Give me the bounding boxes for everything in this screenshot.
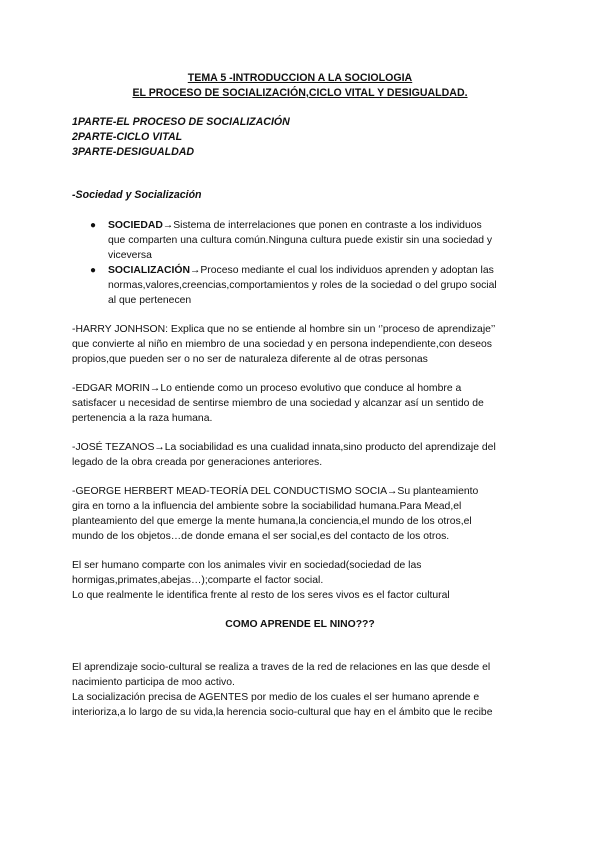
paragraph-line: -EDGAR MORIN→Lo entiende como un proceso evolutivo que conduce al hombre a [72,383,462,394]
paragraph-line: El ser humano comparte con los animales vivir en sociedad(sociedad de las [72,560,422,571]
bullet-text: normas,valores,creencias,comportamientos y roles de la sociedad o del grupo social [108,280,497,291]
paragraph-line: La socialización precisa de AGENTES por medio de los cuales el ser humano aprende e [72,692,480,703]
paragraph-line: mundo de los objetos…de donde emana el ser social,es del contacto de los otros. [72,531,450,542]
bullet-text: →Sistema de interrelaciones que ponen en contraste a los individuos [162,220,482,231]
paragraph-line: propios,que pueden ser o no ser de naturaleza diferente al de otras personas [72,354,428,365]
bullet-term: SOCIEDAD [108,220,163,231]
part-2: 2PARTE-CICLO VITAL [72,131,183,143]
bullet-sociedad [108,218,482,233]
paragraph-line: que convierte al niño en miembro de una sociedad y en persona independiente,con deseos [72,339,492,350]
paragraph-line: -GEORGE HERBERT MEAD-TEORÍA DEL CONDUCTISMO SOCIA→Su planteamiento [72,486,479,497]
paragraph-line: hormigas,primates,abejas…);comparte el factor social. [72,575,324,586]
paragraph-line: -HARRY JONHSON: Explica que no se entiende al hombre sin un ‘’proceso de aprendizaje’’ [72,324,496,335]
paragraph-line: El aprendizaje socio-cultural se realiza a traves de la red de relaciones en las que desde el [72,662,491,673]
bullet-text: →Proceso mediante el cual los individuos aprenden y adoptan las [189,265,494,276]
paragraph-line: -JOSÉ TEZANOS→La sociabilidad es una cualidad innata,sino producto del aprendizaje del [72,442,496,453]
paragraph-line: planteamiento del que emerge la mente humana,la conciencia,el mundo de los otros,el [72,516,472,527]
paragraph-line: interioriza,a lo largo de su vida,la herencia socio-cultural que hay en el ámbito que le recibe [72,707,493,718]
bullet-text: al que pertenecen [108,295,192,306]
subheading: COMO APRENDE EL NINO??? [225,619,375,630]
bullet-socializacion [108,263,494,278]
bullet-text: que comparten una cultura común.Ninguna cultura puede existir sin una sociedad y [108,235,493,246]
bullet-dot-icon: ● [90,220,97,231]
doc-title-line2: EL PROCESO DE SOCIALIZACIÓN,CICLO VITAL Y DESIGUALDAD. [132,87,468,99]
paragraph-line: Lo que realmente le identifica frente al resto de los seres vivos es el factor cultural [72,590,450,601]
paragraph-line: satisfacer u necesidad de sentirse miembro de una sociedad y alcanzar así un sentido de [72,398,484,409]
part-3: 3PARTE-DESIGUALDAD [72,146,195,158]
paragraph-line: nacimiento participa de moo activo. [72,677,235,688]
doc-title-line1: TEMA 5 -INTRODUCCION A LA SOCIOLOGIA [187,72,413,84]
paragraph-line: legado de la obra creada por generaciones anteriores. [72,457,323,468]
paragraph-line: pertenencia a la raza humana. [72,413,213,424]
part-1: 1PARTE-EL PROCESO DE SOCIALIZACIÓN [72,116,290,128]
section-heading: -Sociedad y Socialización [72,189,202,201]
paragraph-line: gira en torno a la influencia del ambiente sobre la sociabilidad humana.Para Mead,el [72,501,462,512]
bullet-text: viceversa [108,250,152,261]
bullet-term: SOCIALIZACIÓN [108,265,190,276]
bullet-dot-icon: ● [90,265,97,276]
